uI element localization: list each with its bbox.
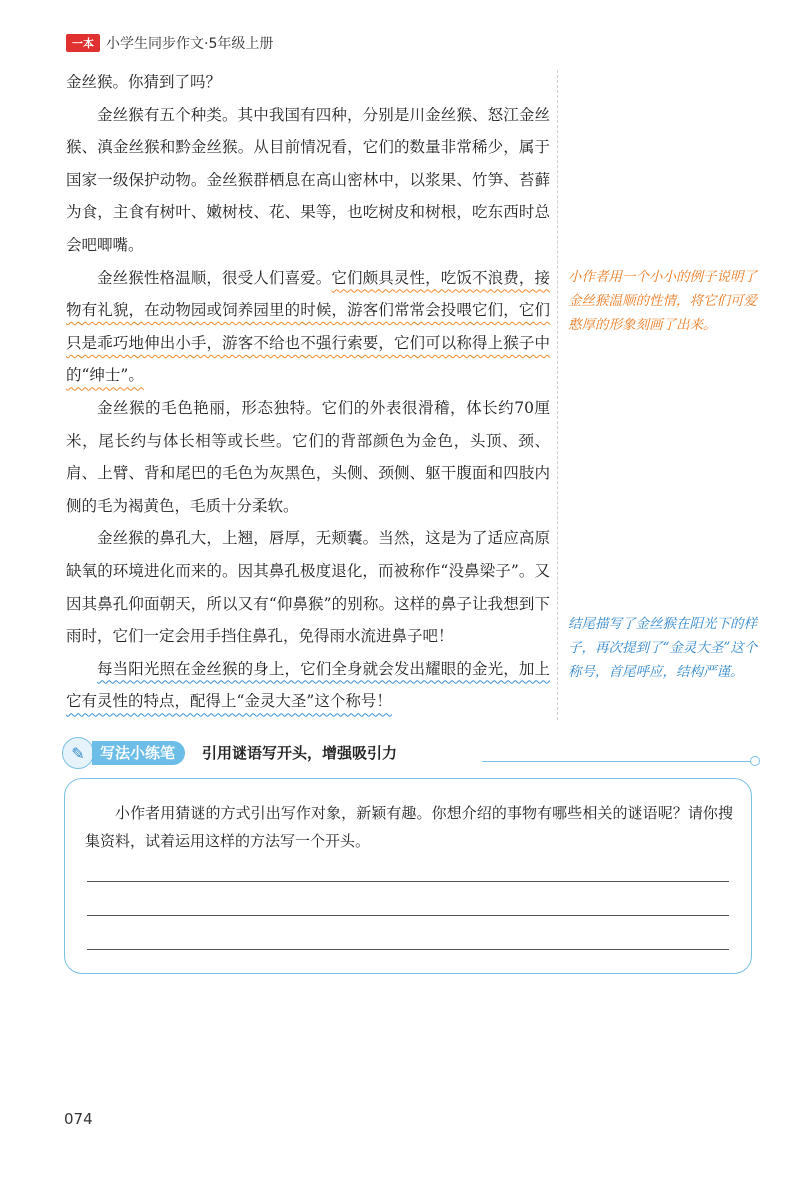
page-header xyxy=(66,32,273,54)
writing-line[interactable] xyxy=(87,949,729,950)
writing-line[interactable] xyxy=(87,915,729,916)
practice-prompt: 小作者用猜谜的方式引出写作对象，新颖有趣。你想介绍的事物有哪些相关的谜语呢？请你搜集资料，试着运用这样的方法写一个开头。 xyxy=(85,804,733,850)
page-number: 074 xyxy=(64,1110,93,1128)
paragraph-1: 金丝猴有五个种类。其中我国有四种，分别是川金丝猴、怒江金丝猴、滇金丝猴和黔金丝猴。从目前情况看，它们的数量非常稀少，属于国家一级保护动物。金丝猴群栖息在高山密林中，以浆果、竹笋、苔藓为食，主食有树叶、嫩树枝、花、果等，也吃树皮和树根，吃东西时总会吧唧嘴。 xyxy=(66,105,550,254)
paragraph-5 xyxy=(66,653,550,718)
article-body xyxy=(66,66,550,718)
paragraph-2 xyxy=(66,262,550,392)
highlight-orange: 它们颇具灵性，吃饭不浪费，接物有礼貌，在动物园或饲养园里的时候，游客们常常会投喂它们，它们只是乖巧地伸出小手，游客不给也不强行索要，它们可以称得上猴子中的“绅士”。 xyxy=(66,268,550,385)
writing-line[interactable] xyxy=(87,881,729,882)
practice-box xyxy=(64,778,752,974)
margin-note-orange: 小作者用一个小小的例子说明了金丝猴温顺的性情，将它们可爱憨厚的形象刻画了出来。 xyxy=(568,269,757,333)
pen-icon: ✎ xyxy=(62,737,94,769)
paragraph-4: 金丝猴的鼻孔大，上翘，唇厚，无颊囊。当然，这是为了适应高原缺氧的环境进化而来的。因其鼻孔极度退化，而被称作“没鼻梁子”。又因其鼻孔仰面朝天，所以又有“仰鼻猴”的别称。这样的鼻子让我想到下雨时，它们一定会用手挡住鼻孔，免得雨水流进鼻子吧！ xyxy=(66,529,550,646)
paragraph-3: 金丝猴的毛色艳丽，形态独特。它们的外表很滑稽，体长约70厘米，尾长约与体长相等或长些。它们的背部颜色为金色，头顶、颈、肩、上臂、背和尾巴的毛色为灰黑色，头侧、颈侧、躯干腹面和四肢内侧的毛为褐黄色，毛质十分柔软。 xyxy=(66,398,550,515)
highlight-blue: 每当阳光照在金丝猴的身上，它们全身就会发出耀眼的金光，加上它有灵性的特点，配得上“金灵大圣”这个称号！ xyxy=(66,659,550,711)
practice-rule xyxy=(482,761,752,762)
paragraph-0: 金丝猴。你猜到了吗？ xyxy=(66,73,222,91)
practice-tab: 写法小练笔 xyxy=(92,741,185,765)
practice-header xyxy=(62,735,762,769)
book-title: 小学生同步作文·5年级上册 xyxy=(106,36,274,52)
series-badge: 一本 xyxy=(66,34,100,52)
practice-rule-end-dot xyxy=(750,756,760,766)
paragraph-2-plain: 金丝猴性格温顺，很受人们喜爱。 xyxy=(97,268,332,287)
practice-subtitle: 引用谜语写开头，增强吸引力 xyxy=(202,744,398,762)
margin-note-blue: 结尾描写了金丝猴在阳光下的样子，再次提到了“金灵大圣”这个称号，首尾呼应，结构严谨。 xyxy=(568,616,758,680)
margin-divider xyxy=(557,70,558,720)
